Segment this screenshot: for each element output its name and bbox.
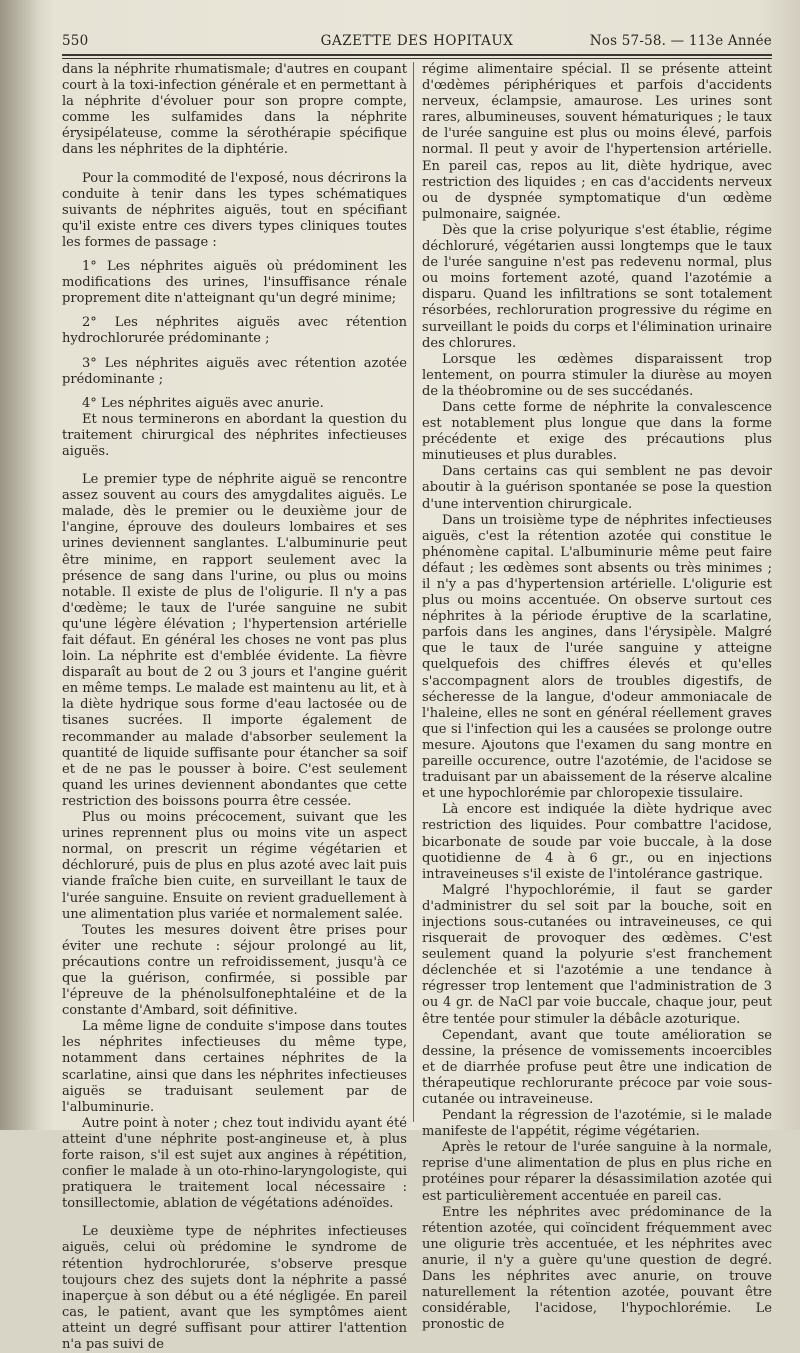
paragraph: 3° Les néphrites aiguës avec rétention azotée prédominante ; [62,355,407,387]
paragraph: Entre les néphrites avec prédominance de la rétention azotée, qui coïncident fréquemment avec une oligurie très accentuée, et les néphrites avec anurie, il n'y a guère qu'une question de degré. Dans les néphrites avec anurie, on trouve naturellement la rétention azotée, pouvant être considérable, l'acidose, l'hypochlorémie. Le pronostic de [422,1204,772,1333]
paragraph: régime alimentaire spécial. Il se présente atteint d'œdèmes périphériques et parfois d'accidents nerveux, éclampsie, amaurose. Les urines sont rares, albumineuses, souvent hématuriques ; le taux de l'urée sanguine est plus ou moins élevé, parfois normal. Il peut y avoir de l'hypertension artérielle. En pareil cas, repos au lit, diète hydrique, avec restriction des liquides ; en cas d'accidents nerveux ou de dyspnée symptomatique d'un œdème pulmonaire, saignée. [422,62,772,222]
left-column [62,62,407,1353]
running-header [62,30,772,52]
paragraph: Après le retour de l'urée sanguine à la normale, reprise d'une alimentation de plus en plus riche en protéines pour réparer la désassimilation azotée qui est particulièrement accentuée en pareil cas. [422,1140,772,1204]
header-rule-thin [62,58,772,59]
paragraph: 1° Les néphrites aiguës où prédominent les modifications des urines, l'insuffisance rénale proprement dite n'atteignant qu'un degré minime; [62,259,407,307]
paragraph: Là encore est indiquée la diète hydrique avec restriction des liquides. Pour combattre l'acidose, bicarbonate de soude par voie buccale, à la dose quotidienne de 4 à 6 gr., ou en injections intraveineuses s'il existe de l'intolérance gastrique. [422,802,772,882]
paragraph: Le deuxième type de néphrites infectieuses aiguës, celui où prédomine le syndrome de rétention hydrochlorurée, s'observe presque toujours chez des sujets dont la néphrite a passé inaperçue à son début ou a été négligée. En pareil cas, le patient, avant que les symptômes aient atteint un degré suffisant pour attirer l'attention n'a pas suivi de [62,1224,407,1353]
column-divider [413,62,414,1122]
paragraph: Dans certains cas qui semblent ne pas devoir aboutir à la guérison spontanée se pose la question d'une intervention chirurgicale. [422,464,772,512]
paragraph: Pour la commodité de l'exposé, nous décrirons la conduite à tenir dans les types schématiques suivants de néphrites aiguës, tout en spécifiant qu'il existe entre ces divers types cliniques toutes les formes de passage : [62,170,407,250]
right-column [422,62,772,1333]
paragraph: Et nous terminerons en abordant la question du traitement chirurgical des néphrites infectieuses aiguës. [62,411,407,459]
paragraph: Toutes les mesures doivent être prises pour éviter une rechute : séjour prolongé au lit, précautions contre un refroidissement, jusqu'à ce que la guérison, confirmée, si possible par l'épreuve de la phénolsulfonephtaléine et de la constante d'Ambard, soit définitive. [62,922,407,1019]
paragraph: 4° Les néphrites aiguës avec anurie. [82,395,324,411]
paragraph: Cependant, avant que toute amélioration se dessine, la présence de vomissements incoercibles et de diarrhée profuse peut être une indication de thérapeutique rechlorurante précoce par voie sous-cutanée ou intraveineuse. [422,1027,772,1107]
paragraph: La même ligne de conduite s'impose dans toutes les néphrites infectieuses du même type, notamment dans certaines néphrites de la scarlatine, ainsi que dans les néphrites infectieuses aiguës se traduisant seulement par de l'albuminurie. [62,1019,407,1115]
paragraph: Dans cette forme de néphrite la convalescence est notablement plus longue que dans la forme précédente et exige des précautions plus minutieuses et plus durables. [422,399,772,464]
paragraph: Pendant la régression de l'azotémie, si le malade manifeste de l'appétit, régime végétarien. [422,1108,772,1140]
paragraph: dans la néphrite rhumatismale; d'autres en coupant court à la toxi-infection générale et en permettant à la néphrite d'évoluer pour son propre compte, comme les sulfamides dans la néphrite érysipélateuse, comme la sérothérapie spécifique dans les néphrites de la diphtérie. [62,62,407,158]
paragraph: Malgré l'hypochlorémie, il faut se garder d'administrer du sel soit par la bouche, soit en injections sous-cutanées ou intraveineuses, ce qui risquerait de provoquer des œdèmes. C'est seulement quand la polyurie s'est franchement déclenchée et si l'azotémie a une tendance à régresser trop lentement que l'administration de 3 ou 4 gr. de NaCl par voie buccale, chaque jour, peut être tentée pour stimuler la débâcle azoturique. [422,882,772,1027]
page-edge-shadow [0,0,40,1130]
paragraph: 2° Les néphrites aiguës avec rétention hydrochlorurée prédominante ; [62,315,407,347]
page-number: 550 [62,33,89,49]
paragraph: Le premier type de néphrite aiguë se rencontre assez souvent au cours des amygdalites aiguës. Le malade, dès le premier ou le deuxième jour de l'angine, éprouve des douleurs lombaires et ses urines deviennent sanglantes. L'albuminurie peut être minime, en rapport seulement avec la présence de sang dans l'urine, ou plus ou moins notable. Il existe de plus de l'oligurie. Il n'y a pas d'œdème; le taux de l'urée sanguine ne subit qu'une légère élévation ; l'hypertension artérielle fait défaut. En général les choses ne vont pas plus loin. La néphrite est d'emblée évidente. La fièvre disparaît au bout de 2 ou 3 jours et l'angine guérit en même temps. Le malade est maintenu au lit, et à la diète hydrique sous forme d'eau lactosée ou de tisanes sucrées. Il importe également de recommander au malade d'absorber seulement la quantité de liquide suffisante pour étancher sa soif et de ne pas le pousser à boire. C'est seulement quand les urines deviennent abondantes que cette restriction des boissons pourra être cessée. [62,472,407,809]
paragraph: Autre point à noter ; chez tout individu ayant été atteint d'une néphrite post-angineuse et, à plus forte raison, s'il est sujet aux angines à répétition, confier le malade à un oto-rhino-laryngologiste, qui pratiquera le traitement local nécessaire : tonsillectomie, ablation de végétations adénoïdes. [62,1115,407,1212]
paragraph: Dès que la crise polyurique s'est établie, régime déchloruré, végétarien aussi longtemps que le taux de l'urée sanguine n'est pas redevenu normal, plus ou moins fortement azoté, quand l'azotémie a disparu. Quand les infiltrations se sont totalement résorbées, rechloruration progressive du régime en surveillant le poids du corps et l'élimination urinaire des chlorures. [422,222,772,351]
journal-title: GAZETTE DES HOPITAUX [320,33,514,49]
paragraph: Lorsque les œdèmes disparaissent trop lentement, on pourra stimuler la diurèse au moyen de la théobromine ou de ses succédanés. [422,351,772,399]
paragraph: Plus ou moins précocement, suivant que les urines reprennent plus ou moins vite un aspect normal, on prescrit un régime végétarien et déchloruré, puis de plus en plus azoté avec lait puis viande fraîche bien cuite, en surveillant le taux de l'urée sanguine. Ensuite on revient graduellement à une alimentation plus variée et normalement salée. [62,810,407,922]
issue-number: Nos 57-58. — 113e Année [589,33,772,49]
paragraph: Dans un troisième type de néphrites infectieuses aiguës, c'est la rétention azotée qui constitue le phénomène capital. L'albuminurie même peut faire défaut ; les œdèmes sont absents ou très minimes ; il n'y a pas d'hypertension artérielle. L'oligurie est plus ou moins accentuée. On observe surtout ces néphrites à la période éruptive de la scarlatine, parfois dans les angines, dans l'érysipèle. Malgré que le taux de l'urée sanguine y atteigne quelquefois des chiffres élevés et qu'elles s'accompagnent alors de troubles digestifs, de sécheresse de la langue, d'odeur ammoniacale de l'haleine, elles ne sont en général réellement graves que si l'infection qui les a causées se prolonge outre mesure. Ajoutons que l'examen du sang montre en pareille occurence, outre l'azotémie, de l'acidose se traduisant par un abaissement de la réserve alcaline et une hypochlorémie par chloropexie tissulaire. [422,512,772,802]
header-rule-thick [62,54,772,56]
